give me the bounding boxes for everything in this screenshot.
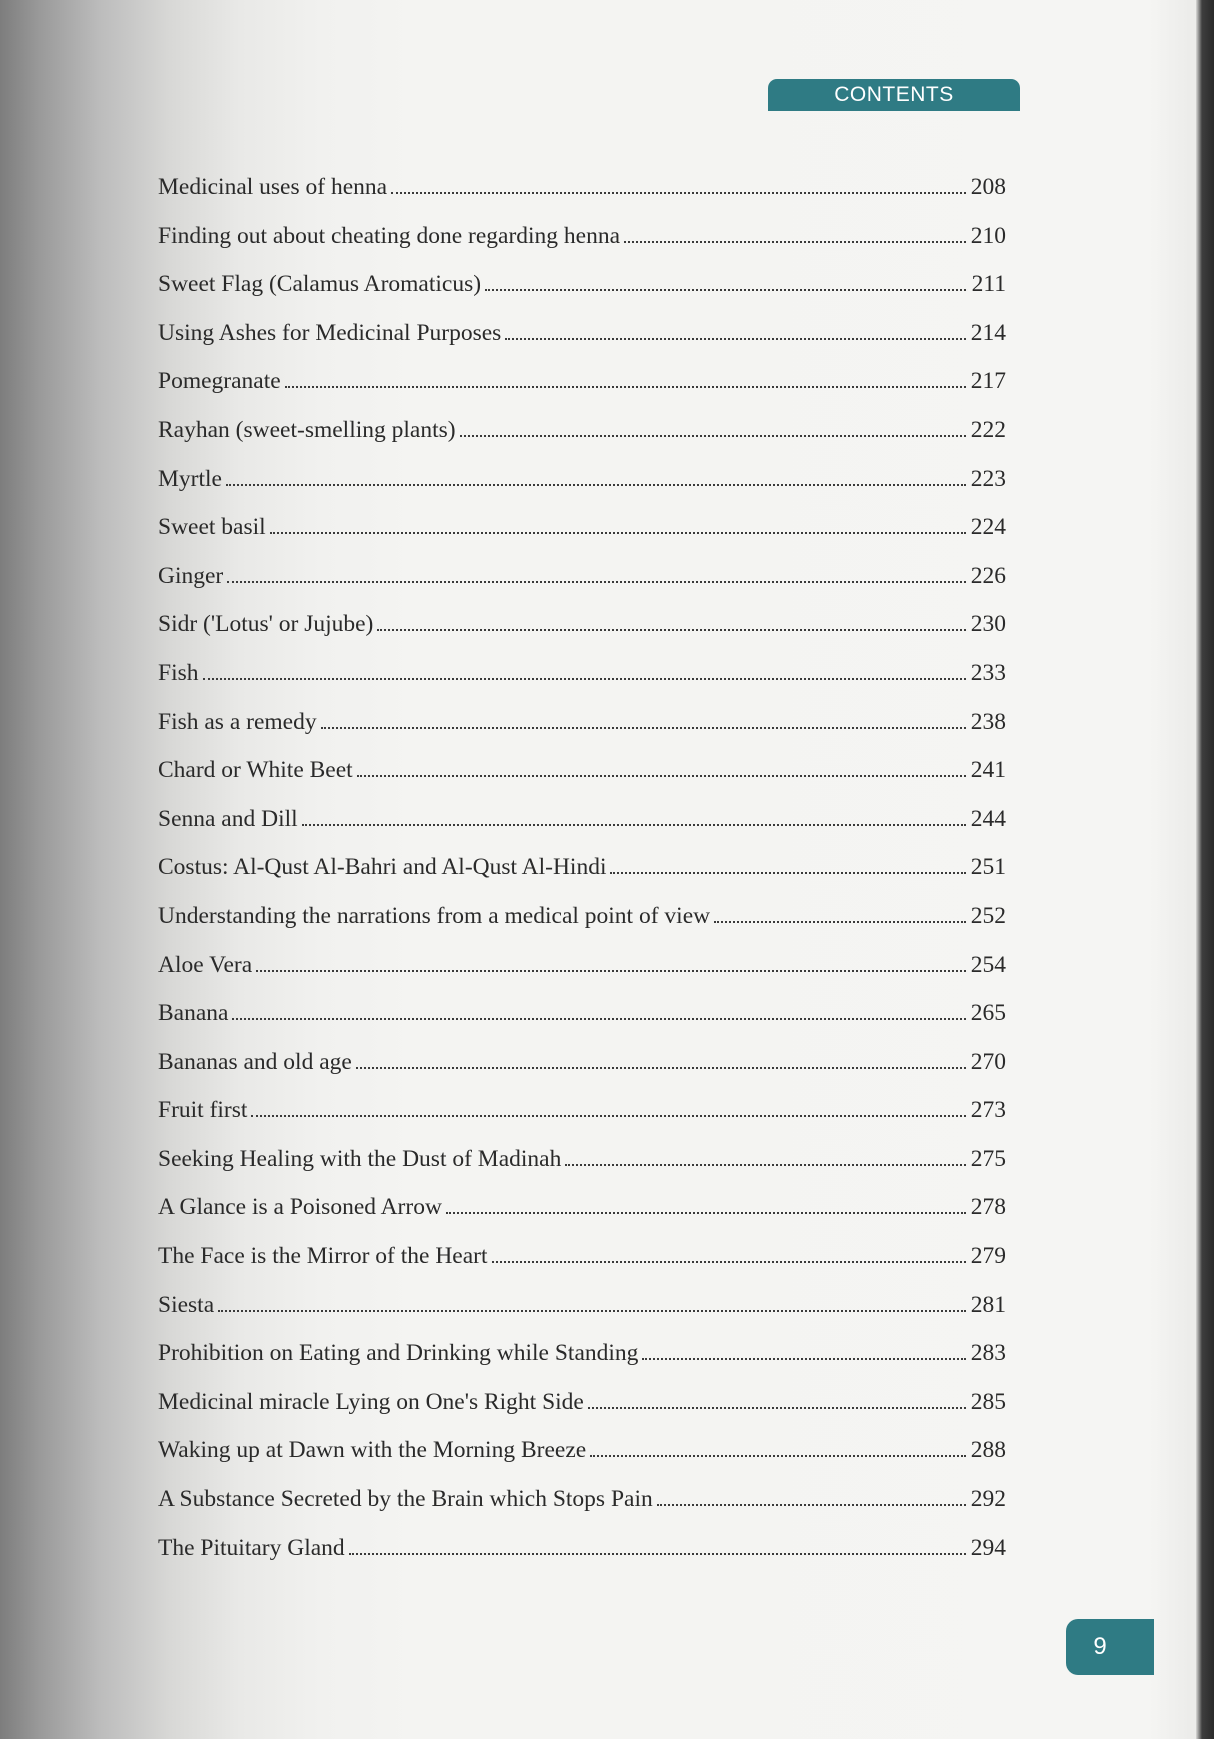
toc-entry-page: 238: [970, 708, 1006, 735]
toc-dot-leader: [203, 677, 967, 680]
toc-entry: [158, 563, 1006, 612]
toc-dot-leader: [657, 1503, 966, 1506]
toc-dot-leader: [610, 871, 966, 874]
toc-dot-leader: [285, 385, 966, 388]
toc-entry-title: Chard or White Beet: [158, 757, 353, 784]
toc-dot-leader: [460, 434, 966, 437]
toc-entry: [158, 417, 1006, 466]
toc-entry-title: Fish: [158, 659, 199, 686]
toc-entry-title: The Face is the Mirror of the Heart: [158, 1243, 488, 1270]
toc-entry: [158, 320, 1006, 369]
toc-entry: [158, 271, 1006, 320]
toc-entry-page: 252: [970, 902, 1006, 929]
toc-entry-title: Banana: [158, 1000, 229, 1027]
toc-dot-leader: [321, 726, 966, 729]
toc-entry-title: Waking up at Dawn with the Morning Breeze: [158, 1437, 587, 1464]
toc-dot-leader: [446, 1211, 966, 1214]
toc-entry: [158, 806, 1006, 855]
toc-entry: [158, 1146, 1006, 1195]
toc-entry: [158, 757, 1006, 806]
toc-entry-title: Understanding the narrations from a medical point of view: [158, 902, 711, 929]
toc-dot-leader: [218, 1309, 966, 1312]
toc-entry-page: 223: [970, 465, 1006, 492]
toc-dot-leader: [714, 920, 966, 923]
toc-entry: [158, 854, 1006, 903]
page-edge-shadow: [1196, 0, 1214, 1739]
toc-entry-page: 230: [970, 611, 1006, 638]
toc-entry-page: 283: [970, 1340, 1006, 1367]
toc-entry: [158, 368, 1006, 417]
page-number: 9: [1093, 1633, 1107, 1660]
toc-entry-page: 288: [970, 1437, 1006, 1464]
toc-entry-title: Medicinal miracle Lying on One's Right Side: [158, 1388, 584, 1415]
toc-dot-leader: [349, 1552, 966, 1555]
toc-dot-leader: [256, 969, 966, 972]
toc-entry: [158, 1243, 1006, 1292]
toc-entry: [158, 1437, 1006, 1486]
toc-entry: [158, 903, 1006, 952]
toc-dot-leader: [588, 1406, 966, 1409]
toc-dot-leader: [565, 1163, 966, 1166]
toc-entry-title: Siesta: [158, 1291, 215, 1318]
toc-entry-page: 281: [970, 1291, 1006, 1318]
toc-entry-page: 222: [970, 416, 1006, 443]
toc-entry-page: 210: [970, 222, 1006, 249]
toc-dot-leader: [357, 774, 966, 777]
toc-dot-leader: [492, 1260, 966, 1263]
toc-entry: [158, 1049, 1006, 1098]
toc-entry-page: 217: [970, 368, 1006, 395]
toc-entry-title: A Substance Secreted by the Brain which Stops Pain: [158, 1486, 653, 1513]
toc-entry-title: Seeking Healing with the Dust of Madinah: [158, 1145, 562, 1172]
toc-dot-leader: [624, 240, 966, 243]
toc-entry: [158, 1486, 1006, 1535]
toc-entry-title: Myrtle: [158, 465, 222, 492]
toc-entry-title: Pomegranate: [158, 368, 281, 395]
toc-entry: [158, 660, 1006, 709]
toc-entry-title: Ginger: [158, 562, 224, 589]
toc-entry-page: 241: [970, 757, 1006, 784]
toc-dot-leader: [356, 1066, 966, 1069]
toc-dot-leader: [485, 288, 966, 291]
toc-entry-title: Medicinal uses of henna: [158, 174, 388, 200]
toc-entry: [158, 952, 1006, 1001]
toc-entry-page: 285: [970, 1388, 1006, 1415]
toc-entry-title: The Pituitary Gland: [158, 1534, 345, 1561]
toc-entry: [158, 1389, 1006, 1438]
toc-dot-leader: [377, 628, 966, 631]
toc-entry: [158, 1292, 1006, 1341]
toc-entry: [158, 174, 1006, 223]
toc-entry-title: Rayhan (sweet-smelling plants): [158, 416, 456, 443]
toc-entry: [158, 1535, 1006, 1584]
toc-entry-title: Sweet Flag (Calamus Aromaticus): [158, 271, 482, 298]
toc-entry: [158, 1000, 1006, 1049]
toc-entry-title: A Glance is a Poisoned Arrow: [158, 1194, 442, 1221]
toc-entry-title: Prohibition on Eating and Drinking while Standing: [158, 1340, 639, 1367]
toc-entry-page: 292: [970, 1486, 1006, 1513]
toc-dot-leader: [302, 823, 966, 826]
toc-entry: [158, 709, 1006, 758]
toc-entry-title: Bananas and old age: [158, 1048, 352, 1075]
toc-entry-page: 208: [970, 174, 1006, 200]
toc-entry: [158, 1194, 1006, 1243]
page-number-tab: [1066, 1619, 1154, 1675]
toc-dot-leader: [642, 1357, 966, 1360]
toc-entry-page: 251: [970, 854, 1006, 881]
toc-entry-title: Costus: Al-Qust Al-Bahri and Al-Qust Al-Hindi: [158, 854, 607, 881]
table-of-contents: [158, 174, 1006, 1583]
toc-entry-page: 275: [970, 1145, 1006, 1172]
toc-entry: [158, 223, 1006, 272]
toc-entry: [158, 1340, 1006, 1389]
toc-entry-page: 244: [970, 805, 1006, 832]
toc-dot-leader: [505, 337, 966, 340]
toc-entry-page: 278: [970, 1194, 1006, 1221]
toc-dot-leader: [391, 191, 966, 194]
toc-entry: [158, 611, 1006, 660]
toc-dot-leader: [270, 531, 966, 534]
toc-dot-leader: [226, 483, 966, 486]
toc-entry-title: Sidr ('Lotus' or Jujube): [158, 611, 374, 638]
toc-entry-page: 294: [970, 1534, 1006, 1561]
toc-dot-leader: [227, 580, 966, 583]
toc-entry-page: 279: [970, 1243, 1006, 1270]
toc-entry: [158, 514, 1006, 563]
toc-entry-page: 233: [970, 659, 1006, 686]
toc-entry-page: 265: [970, 1000, 1006, 1027]
toc-entry-page: 224: [970, 514, 1006, 541]
toc-entry-title: Fruit first: [158, 1097, 248, 1124]
toc-entry-page: 211: [971, 271, 1006, 298]
toc-entry-page: 273: [970, 1097, 1006, 1124]
toc-entry-title: Senna and Dill: [158, 805, 298, 832]
toc-entry-page: 254: [970, 951, 1006, 978]
toc-entry-title: Aloe Vera: [158, 951, 253, 978]
toc-entry: [158, 466, 1006, 515]
toc-dot-leader: [232, 1017, 966, 1020]
toc-entry-page: 214: [970, 319, 1006, 346]
toc-entry-title: Fish as a remedy: [158, 708, 317, 735]
toc-entry: [158, 1097, 1006, 1146]
toc-entry-page: 270: [970, 1048, 1006, 1075]
toc-dot-leader: [590, 1454, 966, 1457]
toc-entry-page: 226: [970, 562, 1006, 589]
toc-entry-title: Sweet basil: [158, 514, 266, 541]
toc-dot-leader: [251, 1114, 966, 1117]
toc-entry-title: Using Ashes for Medicinal Purposes: [158, 319, 502, 346]
contents-header-tab: CONTENTS: [768, 79, 1020, 111]
toc-entry-title: Finding out about cheating done regarding henna: [158, 222, 621, 249]
